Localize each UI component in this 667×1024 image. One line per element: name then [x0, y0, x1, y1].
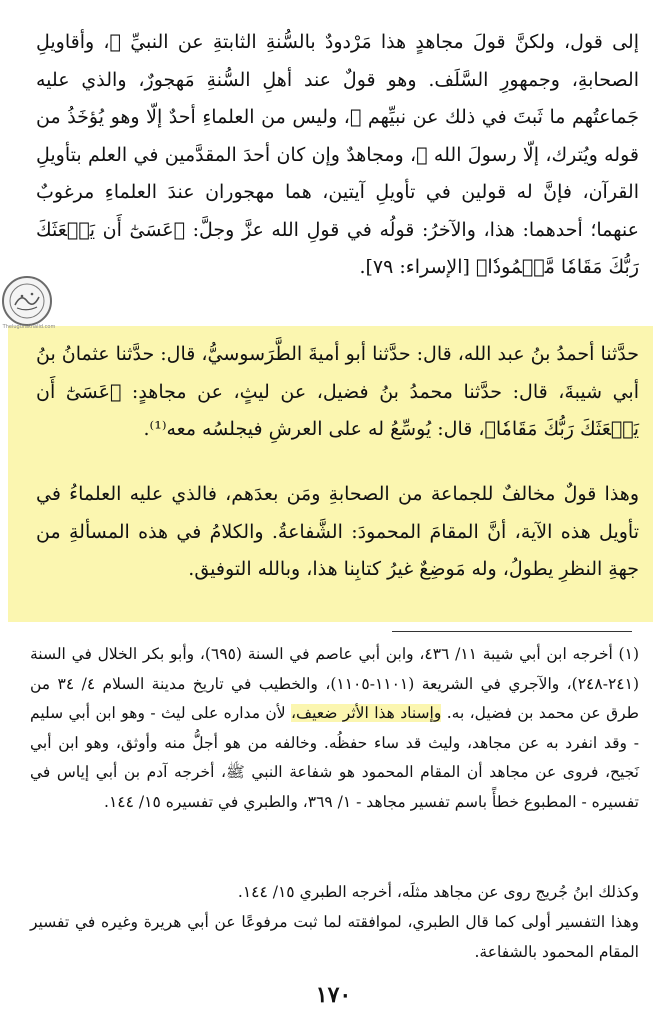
footnote-1-text-a: (١) أخرجه ابن أبي شيبة ١١/ ٤٣٦، وابن أبي عاصم في السنة (٦٩٥)، وأبو بكر الخلال في السنة (٢٤١-٢٤٨)، والآجري في الشريعة (١١٠١-١١٠٥)، والخطيب في تاريخ مدينة السلام ٤/ ٣٤ من طرق عن محمد بن فضيل، به. [30, 645, 640, 722]
main-paragraph-1: إلى قول، ولكنَّ قولَ مجاهدٍ هذا مَرْدودٌ بالسُّنةِ الثابتةِ عن النبيِّ ﷺ، وأقاويلِ الصحابةِ، وجمهورِ السَّلَف. وهو قولٌ عند أهلِ السُّنةِ مَهجورٌ، والذي عليه جَماعتُهم ما ثَبتَ في ذلك عن نبيِّهم ﷺ، وليس من العلماءِ أحدٌ إلّا وهو يُؤخَذُ من قوله ويُترك، إلّا رسولَ الله ﷺ، ومجاهدٌ وإن كان أحدَ المقدَّمين في العلم بتأويلِ القرآن، فإنَّ له قولين في تأويلِ آيتين، هما مهجوران عندَ العلماءِ مرغوبٌ عنهما؛ أحدهما: هذا، والآخرُ: قولُه في قولِ الله عزَّ وجلَّ: ﴿عَسَىٰٓ أَن يَبۡعَثَكَ رَبُّكَ مَقَامٗا مَّحۡمُودٗا﴾ [الإسراء: ٧٩]. [36, 31, 639, 278]
footnote-divider [392, 631, 632, 632]
footnote-1 [30, 640, 639, 817]
publisher-stamp-icon [2, 276, 52, 326]
main-paragraph-2-hadith: حدَّثنا أحمدُ بنُ عبد الله، قال: حدَّثنا أبو أميةَ الطَّرَسوسيُّ، قال: حدَّثنا عثمانُ بنُ أبي شيبةَ، قال: حدَّثنا محمدُ بنُ فضيل، عن ليثٍ، عن مجاهدٍ: ﴿عَسَىٰٓ أَن يَبۡعَثَكَ رَبُّكَ مَقَامٗا﴾، قال: يُوسِّعُ له على العرشِ فيجلسُه معه⁽¹⁾. [36, 343, 639, 440]
main-paragraph-3: وهذا قولٌ مخالفٌ للجماعة من الصحابةِ ومَن بعدَهم، فالذي عليه العلماءُ في تأويل هذه الآية، أنَّ المقامَ المحمودَ: الشَّفاعةُ. والكلامُ في هذه المسألةِ من جهةِ النظرِ يطولُ، وله مَوضِعٌ غيرُ كتابِنا هذا، وبالله التوفيق. [36, 483, 639, 580]
page-number: ١٧٠ [315, 982, 352, 1008]
footnote-3: وهذا التفسير أولى كما قال الطبري، لموافقته لما ثبت مرفوعًا عن أبي هريرة وغيره في تفسير المقام المحمود بالشفاعة. [30, 913, 639, 961]
stamp-caption: Thelugurakhalid.com [2, 324, 56, 330]
footnote-1-highlight: وإسناد هذا الأثر ضعيف، [291, 704, 442, 722]
footnote-2: وكذلك ابنُ جُريج روى عن مجاهد مثلَه، أخرجه الطبري ١٥/ ١٤٤. [237, 883, 639, 901]
footnote-1-text-b: لأن مداره على ليث - وهو ابن أبي سليم - وقد انفرد به عن مجاهد، وليث قد ساء حفظُه. وخالفه من هو أجلُّ منه وأوثق، وهو ابن أبي نَجيح، فروى عن مجاهد أن المقام المحمود هو شفاعة النبي ﷺ، أخرجه آدم بن أبي إياس في تفسيره - المطبوع خطأً باسم تفسير مجاهد - ١/ ٣٦٩، والطبري في تفسيره ١٥/ ١٤٤. [30, 704, 639, 811]
